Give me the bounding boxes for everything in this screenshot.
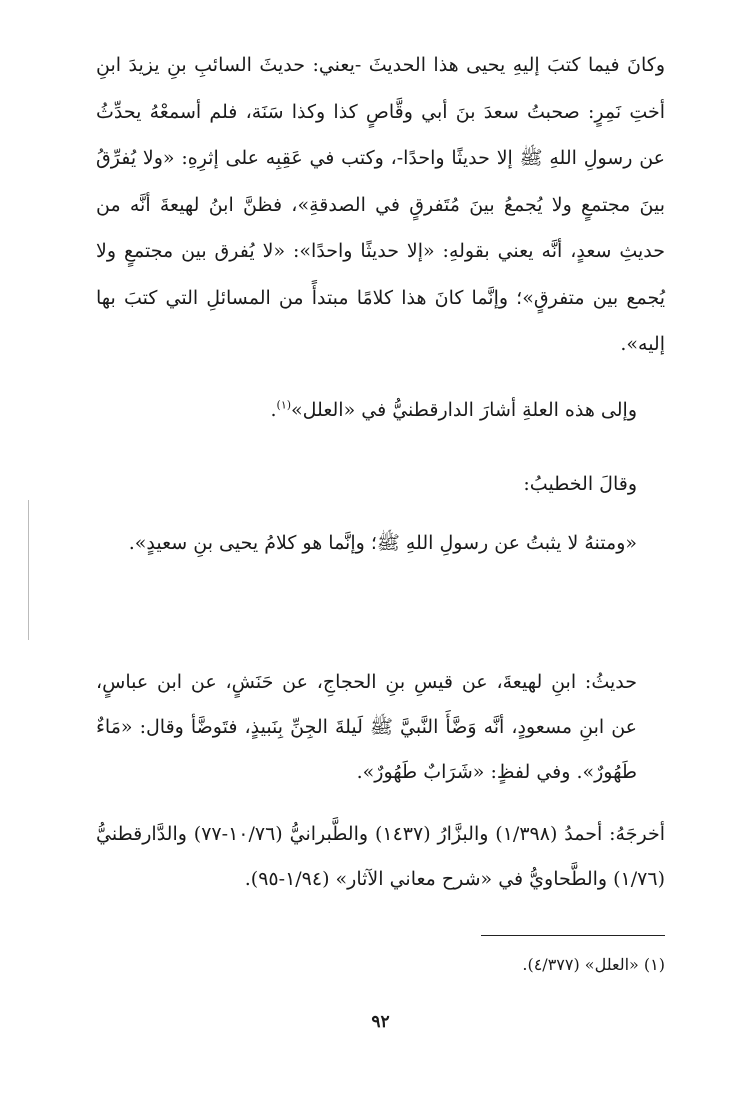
paragraph-hadith: حديثُ: ابنِ لهيعةَ، عن قيسِ بنِ الحجاجِ، عن حَنَشٍ، عن ابن عباسٍ، عن ابنِ مسعودٍ، أنَّه وَضَّأَ النَّبيَّ ﷺ لَيلةَ الجِنِّ بِنَبيذٍ، فتَوضَّأ وقال: «مَاءٌ طَهُورٌ». وفي لفظٍ: «شَرَابٌ طَهُورٌ».	[96, 671, 637, 783]
paragraph-daraqutni	[96, 387, 665, 433]
document-page	[96, 0, 665, 1104]
paragraph-daraqutni-end: .	[270, 399, 277, 421]
paragraph-takhrij: أخرجَهُ: أحمدُ (١/٣٩٨) والبزَّارُ (١٤٣٧) والطَّبرانيُّ (١٠/٧٦-٧٧) والدَّارقطنيُّ (١/٧٦) والطَّحاويُّ في «شرح معاني الآثار» (١/٩٤-٩٥).	[96, 823, 665, 890]
page-number: ٩٢	[371, 1012, 390, 1032]
paragraph-khatib-quote: «ومتنهُ لا يثبتُ عن رسولِ اللهِ ﷺ؛ وإنَّما هو كلامُ يحيى بنِ سعيدٍ».	[128, 532, 637, 554]
paragraph-quote-yahya: وكانَ فيما كتبَ إليهِ يحيى هذا الحديثَ -يعني: حديثَ السائبِ بنِ يزيدَ ابنِ أختِ نَمِرٍ: صحبتُ سعدَ بنَ أبي وقَّاصٍ كذا وكذا سَنَة، فلم أسمعْهُ يحدِّثُ عن رسولِ اللهِ ﷺ إلا حديثًا واحدًا-، وكتب في عَقِبِه على إثرِهِ: «ولا يُفرِّقُ بينَ مجتمعٍ ولا يُجمعُ بينَ مُتَفرقٍ في الصدقةِ»، فظنَّ ابنُ لهيعةَ أنَّه من حديثِ سعدٍ، أنَّه يعني بقولهِ: «إلا حديثًا واحدًا»: «لا يُفرق بين مجتمعٍ ولا يُجمع بين متفرقٍ»؛ وإنَّما كانَ هذا كلامًا مبتدأً من المسائلِ التي كتبَ بها إليه».	[96, 54, 665, 355]
footnote-reference: (١)	[276, 398, 292, 412]
footnote: (١) «العلل» (٤/٣٧٧).	[522, 955, 665, 974]
scan-edge-mark	[28, 500, 29, 640]
footnote-divider	[481, 935, 665, 936]
paragraph-khatib-intro: وقالَ الخطيبُ:	[523, 473, 637, 495]
paragraph-daraqutni-text: وإلى هذه العلةِ أشارَ الدارقطنيُّ في «العلل»	[291, 399, 637, 421]
